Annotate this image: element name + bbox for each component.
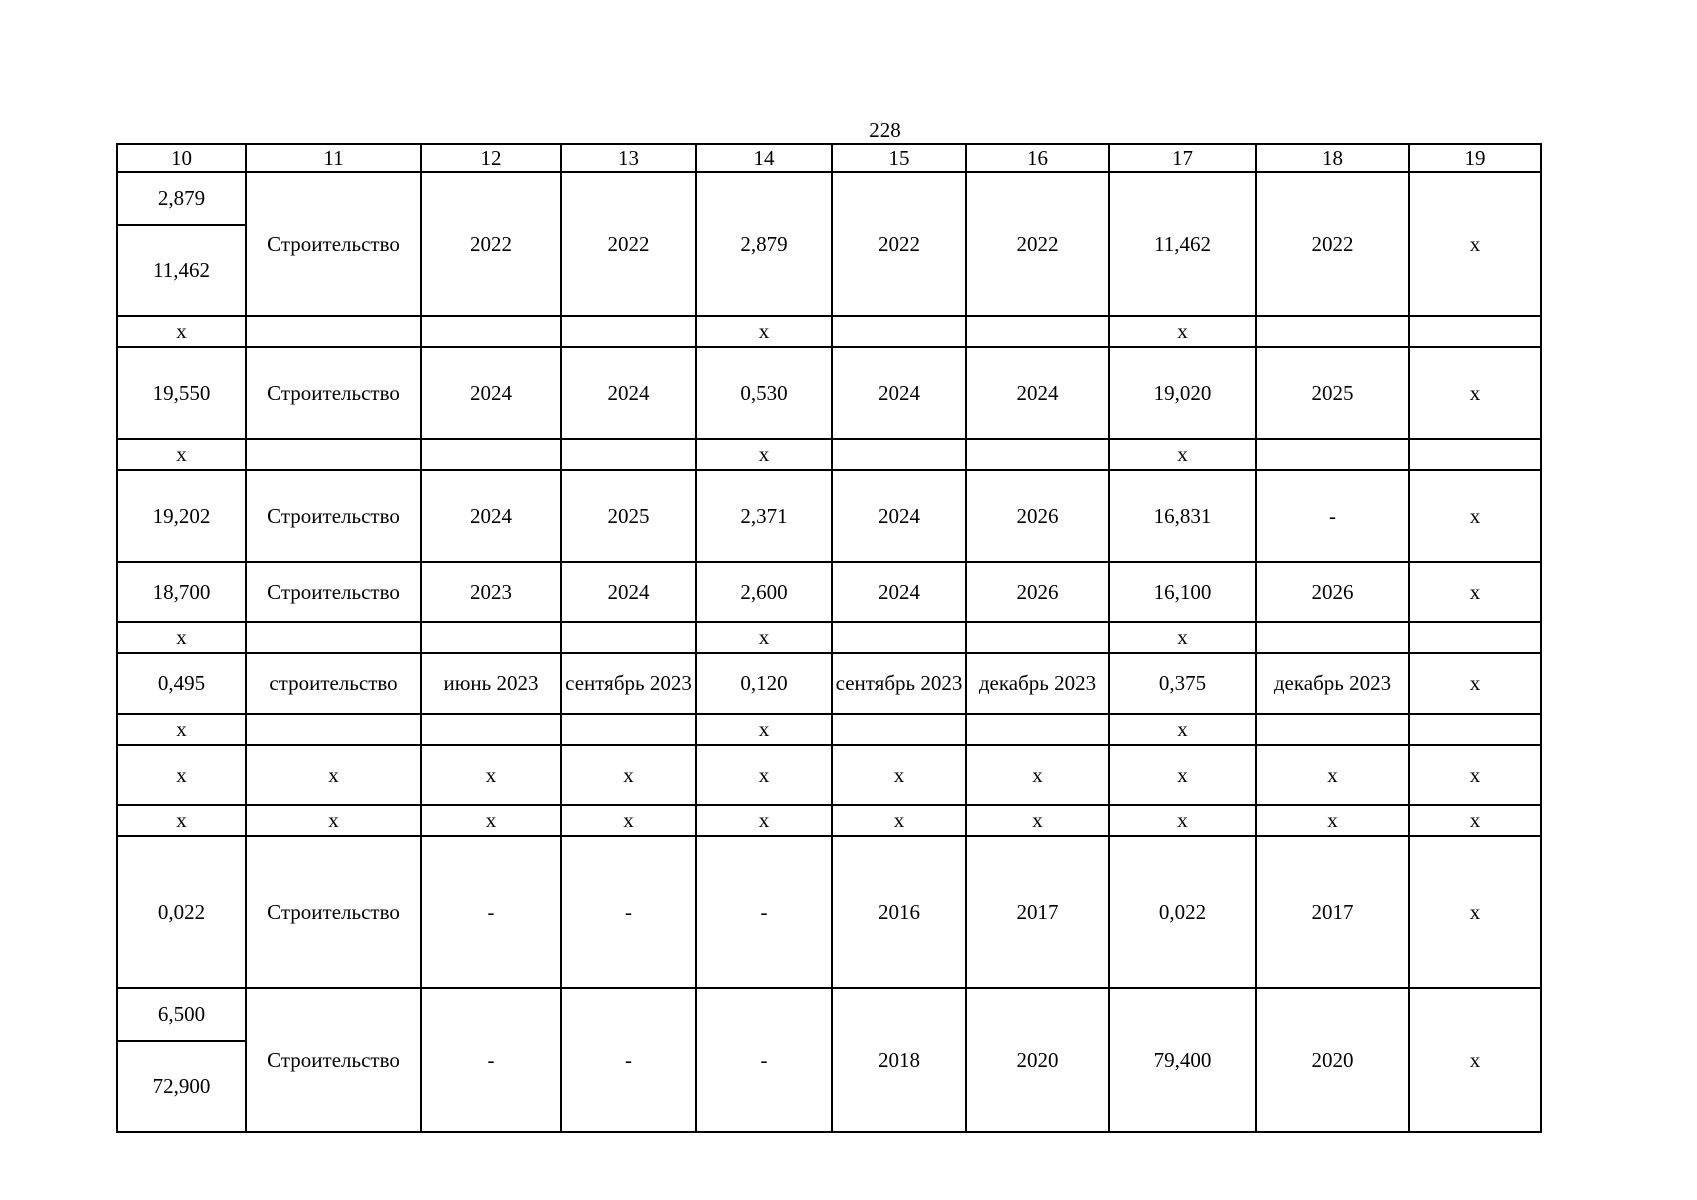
table-cell	[1256, 622, 1409, 653]
table-cell: 2022	[1256, 172, 1409, 316]
table-cell	[246, 316, 421, 347]
table-cell: 2,600	[696, 562, 832, 622]
table-cell: сентябрь 2023	[832, 653, 966, 714]
table-row	[117, 988, 1541, 1132]
table-cell: 11,462	[1109, 172, 1256, 316]
table-cell: Строительство	[246, 988, 421, 1132]
table-cell: 2,879	[696, 172, 832, 316]
table-cell: х	[1109, 745, 1256, 805]
table-cell: х	[1409, 745, 1541, 805]
table-cell: х	[421, 745, 561, 805]
table-cell: х	[246, 805, 421, 836]
table-cell	[1409, 714, 1541, 745]
table-cell-value: 2,879	[118, 173, 245, 226]
table-cell: х	[696, 714, 832, 745]
table-cell: 2020	[966, 988, 1109, 1132]
table-cell: х	[1409, 988, 1541, 1132]
table-cell: 2018	[832, 988, 966, 1132]
table-cell: 2,371	[696, 470, 832, 562]
table-cell: 0,530	[696, 347, 832, 439]
table-cell: 0,495	[117, 653, 246, 714]
table-cell: строительство	[246, 653, 421, 714]
table-cell: 16,831	[1109, 470, 1256, 562]
table-cell: х	[117, 439, 246, 470]
table-row	[117, 836, 1541, 988]
table-cell	[832, 439, 966, 470]
header-cell: 12	[421, 144, 561, 172]
table-cell: х	[117, 714, 246, 745]
table-cell: 2024	[421, 347, 561, 439]
table-cell	[561, 622, 696, 653]
table-cell	[246, 439, 421, 470]
table-cell	[1256, 439, 1409, 470]
table-row	[117, 316, 1541, 347]
table-row	[117, 653, 1541, 714]
table-cell: х	[246, 745, 421, 805]
table-cell: х	[1109, 316, 1256, 347]
table-cell: 2026	[966, 562, 1109, 622]
table-header-row	[117, 144, 1541, 172]
table-cell: Строительство	[246, 836, 421, 988]
table-cell: х	[832, 805, 966, 836]
table-cell: 18,700	[117, 562, 246, 622]
table-cell	[1256, 316, 1409, 347]
table-row	[117, 805, 1541, 836]
table-cell: 2022	[966, 172, 1109, 316]
table-cell: х	[696, 745, 832, 805]
table-cell: х	[1409, 562, 1541, 622]
table-cell: 2024	[832, 562, 966, 622]
table-cell: 2016	[832, 836, 966, 988]
table-cell	[561, 439, 696, 470]
header-cell: 10	[117, 144, 246, 172]
table-cell	[832, 622, 966, 653]
table-cell: х	[117, 316, 246, 347]
table-cell: -	[561, 836, 696, 988]
table-cell: х	[1109, 439, 1256, 470]
table-cell: 0,375	[1109, 653, 1256, 714]
table-cell	[561, 714, 696, 745]
table-cell: Строительство	[246, 470, 421, 562]
header-cell: 18	[1256, 144, 1409, 172]
table-cell: декабрь 2023	[1256, 653, 1409, 714]
table-cell: 0,120	[696, 653, 832, 714]
table-cell: х	[1256, 805, 1409, 836]
table-cell: 2023	[421, 562, 561, 622]
table-cell: 2020	[1256, 988, 1409, 1132]
header-cell: 11	[246, 144, 421, 172]
table-cell	[966, 714, 1109, 745]
table-cell: -	[421, 988, 561, 1132]
table-cell: -	[1256, 470, 1409, 562]
table-cell	[421, 622, 561, 653]
table-cell	[561, 316, 696, 347]
header-cell: 15	[832, 144, 966, 172]
table-cell: х	[696, 622, 832, 653]
table-cell: 0,022	[1109, 836, 1256, 988]
table-cell	[1409, 316, 1541, 347]
table-cell: 2025	[561, 470, 696, 562]
table-cell: х	[966, 805, 1109, 836]
table-row	[117, 172, 1541, 316]
table-cell: х	[696, 316, 832, 347]
table-cell: июнь 2023	[421, 653, 561, 714]
table-cell	[421, 714, 561, 745]
table-row	[117, 470, 1541, 562]
table-cell: х	[117, 622, 246, 653]
table-cell: -	[696, 988, 832, 1132]
table-cell: 2022	[561, 172, 696, 316]
table-cell: х	[1409, 172, 1541, 316]
table-cell: х	[1109, 805, 1256, 836]
table-cell: 19,202	[117, 470, 246, 562]
table-cell: 2024	[421, 470, 561, 562]
table-cell-split	[117, 988, 246, 1132]
table-cell: Строительство	[246, 172, 421, 316]
table-cell: х	[1409, 470, 1541, 562]
table-cell: 2024	[561, 562, 696, 622]
table-cell: х	[1256, 745, 1409, 805]
table-row	[117, 439, 1541, 470]
table-cell: 2024	[561, 347, 696, 439]
table-cell	[421, 439, 561, 470]
table-cell-value: 6,500	[118, 989, 245, 1042]
table-cell: х	[696, 805, 832, 836]
table-cell	[1409, 622, 1541, 653]
table-cell	[966, 439, 1109, 470]
table-cell: х	[117, 805, 246, 836]
table-cell	[1256, 714, 1409, 745]
table-cell: 16,100	[1109, 562, 1256, 622]
table-cell: х	[421, 805, 561, 836]
table-cell: 2022	[421, 172, 561, 316]
table-row	[117, 562, 1541, 622]
table-cell: 19,550	[117, 347, 246, 439]
table-cell: декабрь 2023	[966, 653, 1109, 714]
table-cell: Строительство	[246, 347, 421, 439]
header-cell: 16	[966, 144, 1109, 172]
table-cell: х	[966, 745, 1109, 805]
table-cell	[966, 622, 1109, 653]
table-cell: 0,022	[117, 836, 246, 988]
table-cell: 19,020	[1109, 347, 1256, 439]
table-row	[117, 347, 1541, 439]
table-row	[117, 745, 1541, 805]
table-cell: 2025	[1256, 347, 1409, 439]
table-cell	[246, 622, 421, 653]
table-cell	[966, 316, 1109, 347]
table-cell	[421, 316, 561, 347]
table-cell: 2017	[966, 836, 1109, 988]
table-cell: х	[561, 805, 696, 836]
table-cell: 2024	[966, 347, 1109, 439]
table-cell: -	[561, 988, 696, 1132]
table-cell-split	[117, 172, 246, 316]
table-cell: х	[117, 745, 246, 805]
table-cell: 2022	[832, 172, 966, 316]
table-cell: -	[421, 836, 561, 988]
table-row	[117, 622, 1541, 653]
header-cell: 14	[696, 144, 832, 172]
table-cell: х	[561, 745, 696, 805]
table-cell: х	[1109, 714, 1256, 745]
table-row	[117, 714, 1541, 745]
table-cell: 2024	[832, 347, 966, 439]
table-cell: 2017	[1256, 836, 1409, 988]
data-table	[116, 143, 1542, 1133]
table-cell: х	[1409, 805, 1541, 836]
header-cell: 13	[561, 144, 696, 172]
table-cell-value: 11,462	[153, 258, 210, 282]
header-cell: 19	[1409, 144, 1541, 172]
table-cell	[246, 714, 421, 745]
table-cell: х	[696, 439, 832, 470]
table-cell: Строительство	[246, 562, 421, 622]
table-cell: х	[1409, 653, 1541, 714]
table-cell: -	[696, 836, 832, 988]
header-cell: 17	[1109, 144, 1256, 172]
table-cell-value: 72,900	[152, 1074, 211, 1098]
table-cell: х	[1409, 347, 1541, 439]
table-cell	[1409, 439, 1541, 470]
table-cell: сентябрь 2023	[561, 653, 696, 714]
table-cell: 2024	[832, 470, 966, 562]
table-cell: 79,400	[1109, 988, 1256, 1132]
table-cell: 2026	[966, 470, 1109, 562]
table-cell: х	[1409, 836, 1541, 988]
table-cell: х	[832, 745, 966, 805]
table-cell	[832, 714, 966, 745]
table-cell: х	[1109, 622, 1256, 653]
page-number: 228	[869, 118, 901, 142]
table-cell: 2026	[1256, 562, 1409, 622]
table-cell	[832, 316, 966, 347]
